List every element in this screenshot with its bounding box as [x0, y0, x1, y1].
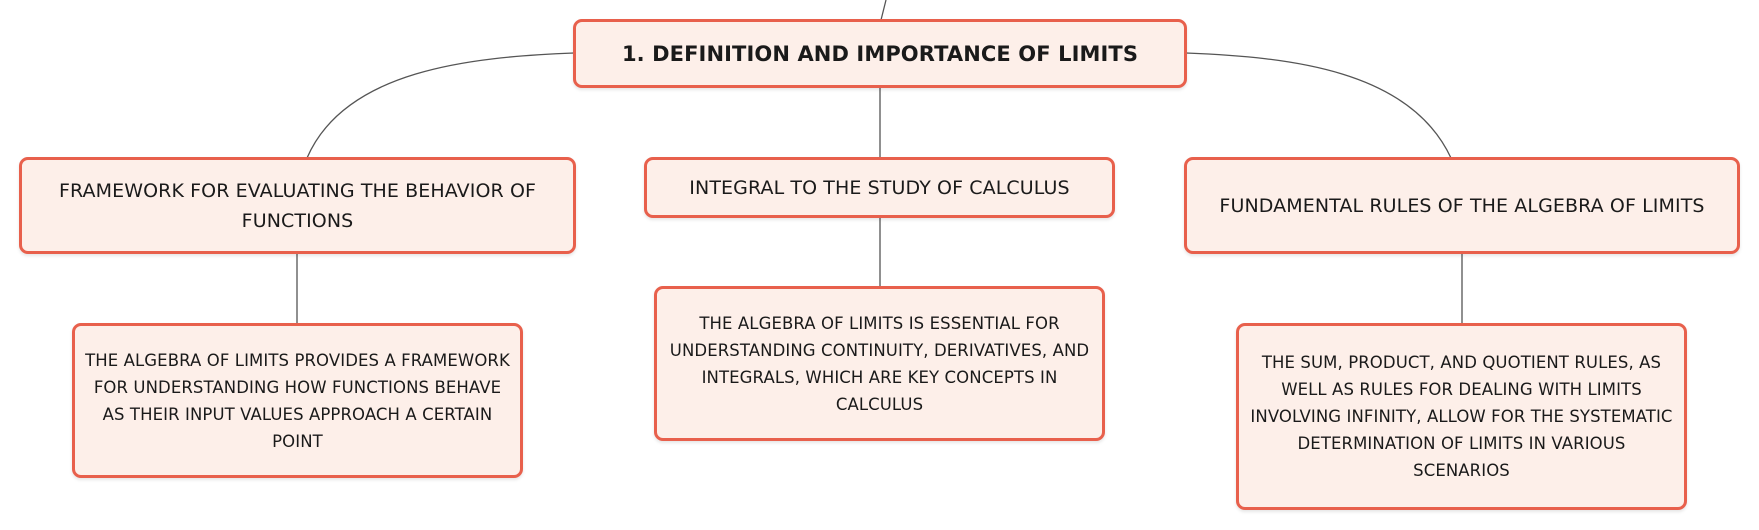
root-topic-node[interactable]: [573, 19, 1187, 88]
branch-node-behavior-framework[interactable]: [19, 157, 576, 254]
branch-label-behavior-framework: FRAMEWORK FOR EVALUATING THE BEHAVIOR OF FUNCTIONS: [58, 179, 537, 232]
connector-root-to-branch-1: [307, 53, 574, 158]
connector-root-parent: [881, 0, 886, 20]
detail-node-behavior-framework[interactable]: [72, 323, 523, 478]
root-topic-label: 1. DEFINITION AND IMPORTANCE OF LIMITS: [621, 41, 1139, 66]
detail-text-algebra-rules: THE SUM, PRODUCT, AND QUOTIENT RULES, AS WELL AS RULES FOR DEALING WITH LIMITS INVOLVING INFINITY, ALLOW FOR THE SYSTEMATIC DETERMINATION OF LIMITS IN VARIOUS SCENARIOS: [1250, 353, 1673, 480]
connector-root-to-branch-3: [1186, 53, 1451, 158]
branch-label-algebra-rules: FUNDAMENTAL RULES OF THE ALGEBRA OF LIMITS: [1219, 194, 1705, 217]
branch-node-algebra-rules[interactable]: [1184, 157, 1740, 254]
detail-node-algebra-rules[interactable]: [1236, 323, 1687, 510]
branch-node-calculus[interactable]: [644, 157, 1115, 218]
detail-text-calculus: THE ALGEBRA OF LIMITS IS ESSENTIAL FOR UNDERSTANDING CONTINUITY, DERIVATIVES, AND INTEGRALS, WHICH ARE KEY CONCEPTS IN CALCULUS: [669, 313, 1090, 414]
branch-label-calculus: INTEGRAL TO THE STUDY OF CALCULUS: [689, 176, 1070, 199]
detail-text-behavior-framework: THE ALGEBRA OF LIMITS PROVIDES A FRAMEWORK FOR UNDERSTANDING HOW FUNCTIONS BEHAVE AS THEIR INPUT VALUES APPROACH A CERTAIN POINT: [85, 350, 510, 451]
detail-node-calculus[interactable]: [654, 286, 1105, 441]
